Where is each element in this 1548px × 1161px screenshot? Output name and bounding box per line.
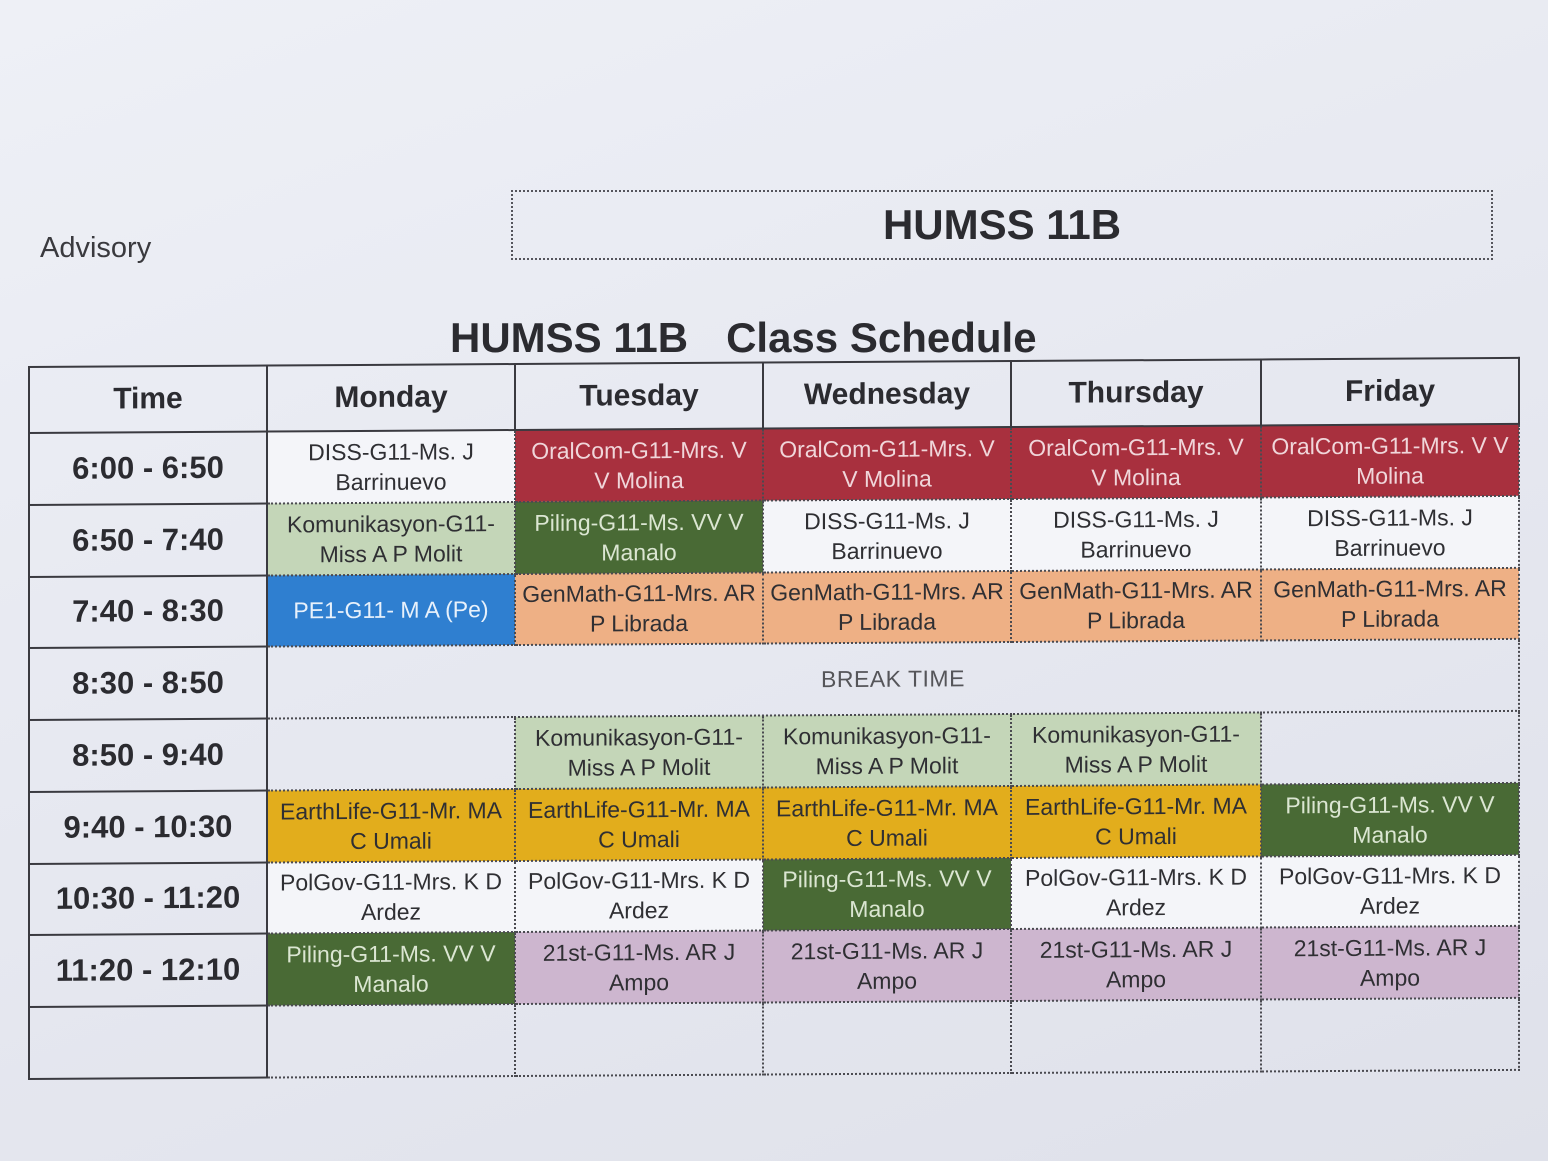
class-cell-friday	[1261, 998, 1519, 1071]
class-cell-friday: PolGov-G11-Mrs. K D Ardez	[1261, 854, 1519, 927]
header-row	[29, 358, 1519, 433]
advisory-label: Advisory	[40, 232, 152, 264]
class-cell-thursday: EarthLife-G11-Mr. MA C Umali	[1011, 784, 1261, 857]
class-cell-thursday: 21st-G11-Ms. AR J Ampo	[1011, 928, 1261, 1001]
class-cell-friday: GenMath-G11-Mrs. AR P Librada	[1261, 567, 1519, 640]
class-cell-wednesday: Piling-G11-Ms. VV V Manalo	[763, 858, 1011, 931]
time-cell: 10:30 - 11:20	[29, 862, 267, 935]
class-cell-monday	[267, 1004, 515, 1077]
class-cell-wednesday: Komunikasyon-G11-Miss A P Molit	[763, 714, 1011, 787]
class-cell-tuesday: GenMath-G11-Mrs. AR P Librada	[515, 572, 763, 645]
header-thursday: Thursday	[1011, 359, 1261, 427]
header-tuesday: Tuesday	[515, 363, 763, 431]
section-box-text: HUMSS 11B	[882, 201, 1122, 248]
break-time-cell: BREAK TIME	[267, 639, 1519, 718]
class-cell-wednesday: 21st-G11-Ms. AR J Ampo	[763, 929, 1011, 1002]
class-cell-monday: DISS-G11-Ms. J Barrinuevo	[267, 430, 515, 503]
class-cell-friday: Piling-G11-Ms. VV V Manalo	[1261, 783, 1519, 856]
class-cell-friday	[1261, 711, 1519, 784]
class-cell-tuesday: PolGov-G11-Mrs. K D Ardez	[515, 859, 763, 932]
class-cell-thursday: Komunikasyon-G11-Miss A P Molit	[1011, 713, 1261, 786]
schedule-row	[29, 711, 1519, 792]
header-monday: Monday	[267, 364, 515, 432]
time-cell	[29, 1006, 267, 1079]
class-schedule-table	[28, 357, 1520, 1080]
class-cell-friday: DISS-G11-Ms. J Barrinuevo	[1261, 496, 1519, 569]
schedule-row	[29, 998, 1519, 1079]
class-cell-tuesday: Piling-G11-Ms. VV V Manalo	[515, 500, 763, 573]
class-cell-monday: Komunikasyon-G11-Miss A P Molit	[267, 502, 515, 575]
header-friday: Friday	[1261, 358, 1519, 426]
class-cell-thursday: PolGov-G11-Mrs. K D Ardez	[1011, 856, 1261, 929]
class-cell-monday: PE1-G11- M A (Pe)	[267, 574, 515, 647]
page-title	[450, 314, 1037, 362]
class-cell-tuesday: 21st-G11-Ms. AR J Ampo	[515, 931, 763, 1004]
class-cell-tuesday	[515, 1003, 763, 1076]
class-cell-wednesday: DISS-G11-Ms. J Barrinuevo	[763, 499, 1011, 572]
time-cell: 9:40 - 10:30	[29, 790, 267, 863]
class-cell-wednesday: OralCom-G11-Mrs. V V Molina	[763, 427, 1011, 500]
schedule-row	[29, 926, 1519, 1007]
class-cell-tuesday: OralCom-G11-Mrs. V V Molina	[515, 429, 763, 502]
class-cell-monday: PolGov-G11-Mrs. K D Ardez	[267, 861, 515, 934]
time-cell: 6:50 - 7:40	[29, 503, 267, 576]
schedule-row	[29, 496, 1519, 577]
class-cell-thursday: GenMath-G11-Mrs. AR P Librada	[1011, 569, 1261, 642]
header-wednesday: Wednesday	[763, 361, 1011, 429]
class-cell-wednesday: EarthLife-G11-Mr. MA C Umali	[763, 786, 1011, 859]
time-cell: 6:00 - 6:50	[29, 432, 267, 505]
title-section: HUMSS 11B	[450, 314, 689, 361]
class-cell-monday: EarthLife-G11-Mr. MA C Umali	[267, 789, 515, 862]
schedule-row	[29, 854, 1519, 935]
title-text: Class Schedule	[726, 314, 1037, 361]
time-cell: 11:20 - 12:10	[29, 934, 267, 1007]
time-cell: 8:30 - 8:50	[29, 647, 267, 720]
class-cell-tuesday: EarthLife-G11-Mr. MA C Umali	[515, 787, 763, 860]
class-cell-friday: 21st-G11-Ms. AR J Ampo	[1261, 926, 1519, 999]
time-cell: 8:50 - 9:40	[29, 719, 267, 792]
class-cell-tuesday: Komunikasyon-G11-Miss A P Molit	[515, 716, 763, 789]
schedule-row	[29, 783, 1519, 864]
class-cell-thursday: OralCom-G11-Mrs. V V Molina	[1011, 425, 1261, 498]
schedule-row	[29, 424, 1519, 505]
class-cell-wednesday: GenMath-G11-Mrs. AR P Librada	[763, 571, 1011, 644]
header-time: Time	[29, 366, 267, 433]
class-cell-friday: OralCom-G11-Mrs. V V Molina	[1261, 424, 1519, 497]
section-box	[511, 190, 1493, 260]
class-cell-monday	[267, 717, 515, 790]
time-cell: 7:40 - 8:30	[29, 575, 267, 648]
schedule-row	[29, 639, 1519, 720]
class-cell-monday: Piling-G11-Ms. VV V Manalo	[267, 932, 515, 1005]
class-cell-wednesday	[763, 1001, 1011, 1074]
class-cell-thursday	[1011, 1000, 1261, 1073]
class-cell-thursday: DISS-G11-Ms. J Barrinuevo	[1011, 497, 1261, 570]
schedule-row	[29, 567, 1519, 648]
